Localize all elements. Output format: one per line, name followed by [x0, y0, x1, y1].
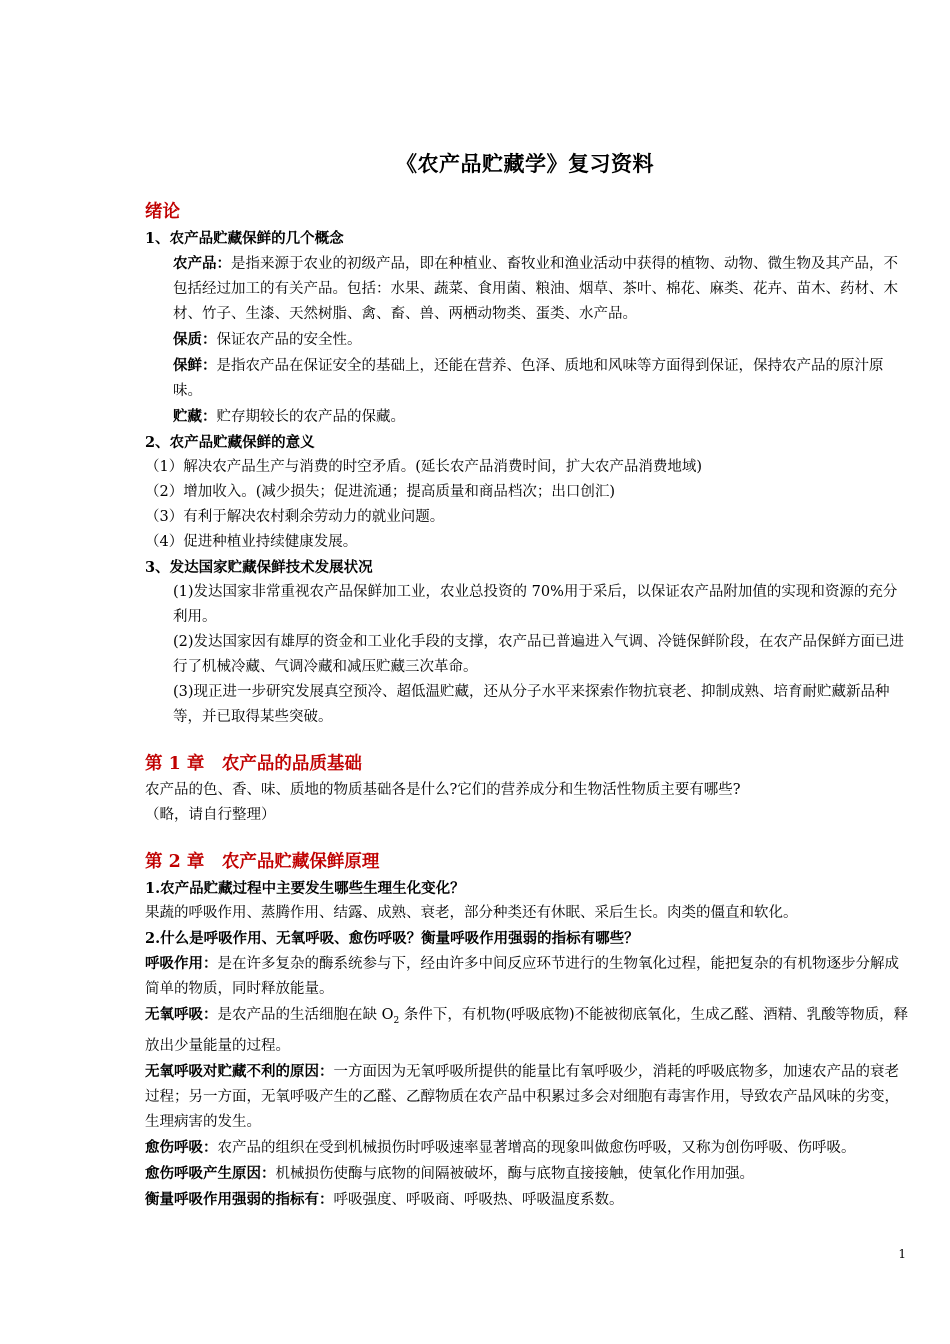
definition-text: 是在许多复杂的酶系统参与下，经由许多中间反应环节进行的生物氧化过程，能把复杂的有机物逐步分解成简单的物质，同时释放能量。 [145, 956, 899, 997]
list-item: （4）促进种植业持续健康发展。 [145, 534, 358, 550]
definition-term: 保质： [173, 331, 217, 348]
definition-paragraph [145, 327, 910, 353]
definition-term: 农产品： [173, 255, 231, 272]
definition-text: 贮存期较长的农产品的保藏。 [216, 409, 405, 425]
definition-paragraph [145, 1059, 910, 1135]
definition-paragraph [145, 404, 910, 430]
definition-term: 无氧呼吸： [145, 1006, 218, 1023]
section-heading: 1、农产品贮藏保鲜的几个概念 [145, 230, 344, 247]
definition-term: 贮藏： [173, 408, 217, 425]
definition-paragraph [145, 1161, 910, 1187]
page-number: 1 [898, 1247, 906, 1261]
definition-term: 保鲜： [173, 357, 217, 374]
definition-term: 愈伤呼吸产生原因： [145, 1164, 276, 1182]
note-text: （略，请自行整理） [145, 807, 276, 823]
definition-term: 愈伤呼吸： [145, 1138, 218, 1156]
question-heading: 1.农产品贮藏过程中主要发生哪些生理生化变化？ [145, 880, 465, 897]
definition-term: 无氧呼吸对贮藏不利的原因： [145, 1062, 334, 1080]
definition-text: 是农产品的生活细胞在缺 O [217, 1007, 394, 1023]
definition-text: 机械损伤使酶与底物的间隔被破坏，酶与底物直接接触，使氧化作用加强。 [275, 1165, 754, 1182]
definition-text: 农产品的组织在受到机械损伤时呼吸速率显著增高的现象叫做愈伤呼吸，又称为创伤呼吸、伤呼吸。 [217, 1139, 856, 1156]
section-heading: 3、发达国家贮藏保鲜技术发展状况 [145, 559, 373, 576]
definition-text: 保证农产品的安全性。 [216, 332, 362, 348]
subscript: 2 [393, 1015, 400, 1026]
section-heading: 2、农产品贮藏保鲜的意义 [145, 434, 315, 451]
definition-text: 呼吸强度、呼吸商、呼吸热、呼吸温度系数。 [333, 1191, 624, 1208]
definition-paragraph [145, 1002, 910, 1059]
definition-paragraph [145, 951, 910, 1002]
definition-text: 是指农产品在保证安全的基础上，还能在营养、色泽、质地和风味等方面得到保证，保持农产品的原汁原味。 [173, 358, 884, 399]
definition-term: 衡量呼吸作用强弱的指标有： [145, 1190, 334, 1208]
list-item: (3)现正进一步研究发展真空预冷、超低温贮藏，还从分子水平来探索作物抗衰老、抑制成熟、培育耐贮藏新品种等，并已取得某些突破。 [173, 684, 890, 725]
question-heading: 2.什么是呼吸作用、无氧呼吸、愈伤呼吸？衡量呼吸作用强弱的指标有哪些？ [145, 930, 639, 947]
document-body [145, 198, 910, 1213]
question-text: 农产品的色、香、味、质地的物质基础各是什么?它们的营养成分和生物活性物质主要有哪些? [145, 782, 741, 798]
definition-term: 呼吸作用： [145, 955, 218, 972]
intro-heading: 绪论 [145, 202, 180, 222]
answer-text: 果蔬的呼吸作用、蒸腾作用、结露、成熟、衰老，部分种类还有休眠、采后生长。肉类的僵直和软化。 [145, 905, 798, 921]
list-item: (1)发达国家非常重视农产品保鲜加工业，农业总投资的 70%用于采后，以保证农产品附加值的实现和资源的充分利用。 [173, 584, 898, 625]
definition-paragraph [145, 1187, 910, 1213]
definition-paragraph [145, 1135, 910, 1161]
list-item: （2）增加收入。(减少损失；促进流通；提高质量和商品档次；出口创汇) [145, 484, 616, 500]
chapter-heading: 第 2 章 农产品贮藏保鲜原理 [145, 852, 380, 872]
definition-text: 条件下，有机物(呼吸底物)不能被彻底氧化，生成乙醛、酒精、乳酸等物质，释放出少量能量的过程。 [145, 1007, 909, 1054]
definition-text: 一方面因为无氧呼吸所提供的能量比有氧呼吸少，消耗的呼吸底物多，加速农产品的衰老过程；另一方面，无氧呼吸产生的乙醛、乙醇物质在农产品中积累过多会对细胞有毒害作用，导致农产品风味的劣变，生理病害的发生。 [145, 1063, 899, 1130]
definition-paragraph [145, 251, 910, 327]
definition-paragraph [145, 353, 910, 404]
document-title: 《农产品贮藏学》复习资料 [396, 151, 654, 176]
list-item: (2)发达国家因有雄厚的资金和工业化手段的支撑，农产品已普遍进入气调、冷链保鲜阶段，在农产品保鲜方面已进行了机械冷藏、气调冷藏和减压贮藏三次革命。 [173, 634, 905, 675]
definition-text: 是指来源于农业的初级产品，即在种植业、畜牧业和渔业活动中获得的植物、动物、微生物及其产品，不包括经过加工的有关产品。包括：水果、蔬菜、食用菌、粮油、烟草、茶叶、棉花、麻类、花卉、苗木、药材、木材、竹子、生漆、天然树脂、禽、畜、兽、两栖动物类、蛋类、水产品。 [173, 256, 898, 322]
list-item: （3）有利于解决农村剩余劳动力的就业问题。 [145, 509, 445, 525]
list-item: （1）解决农产品生产与消费的时空矛盾。(延长农产品消费时间，扩大农产品消费地域) [145, 459, 703, 475]
chapter-heading: 第 1 章 农产品的品质基础 [145, 754, 362, 774]
